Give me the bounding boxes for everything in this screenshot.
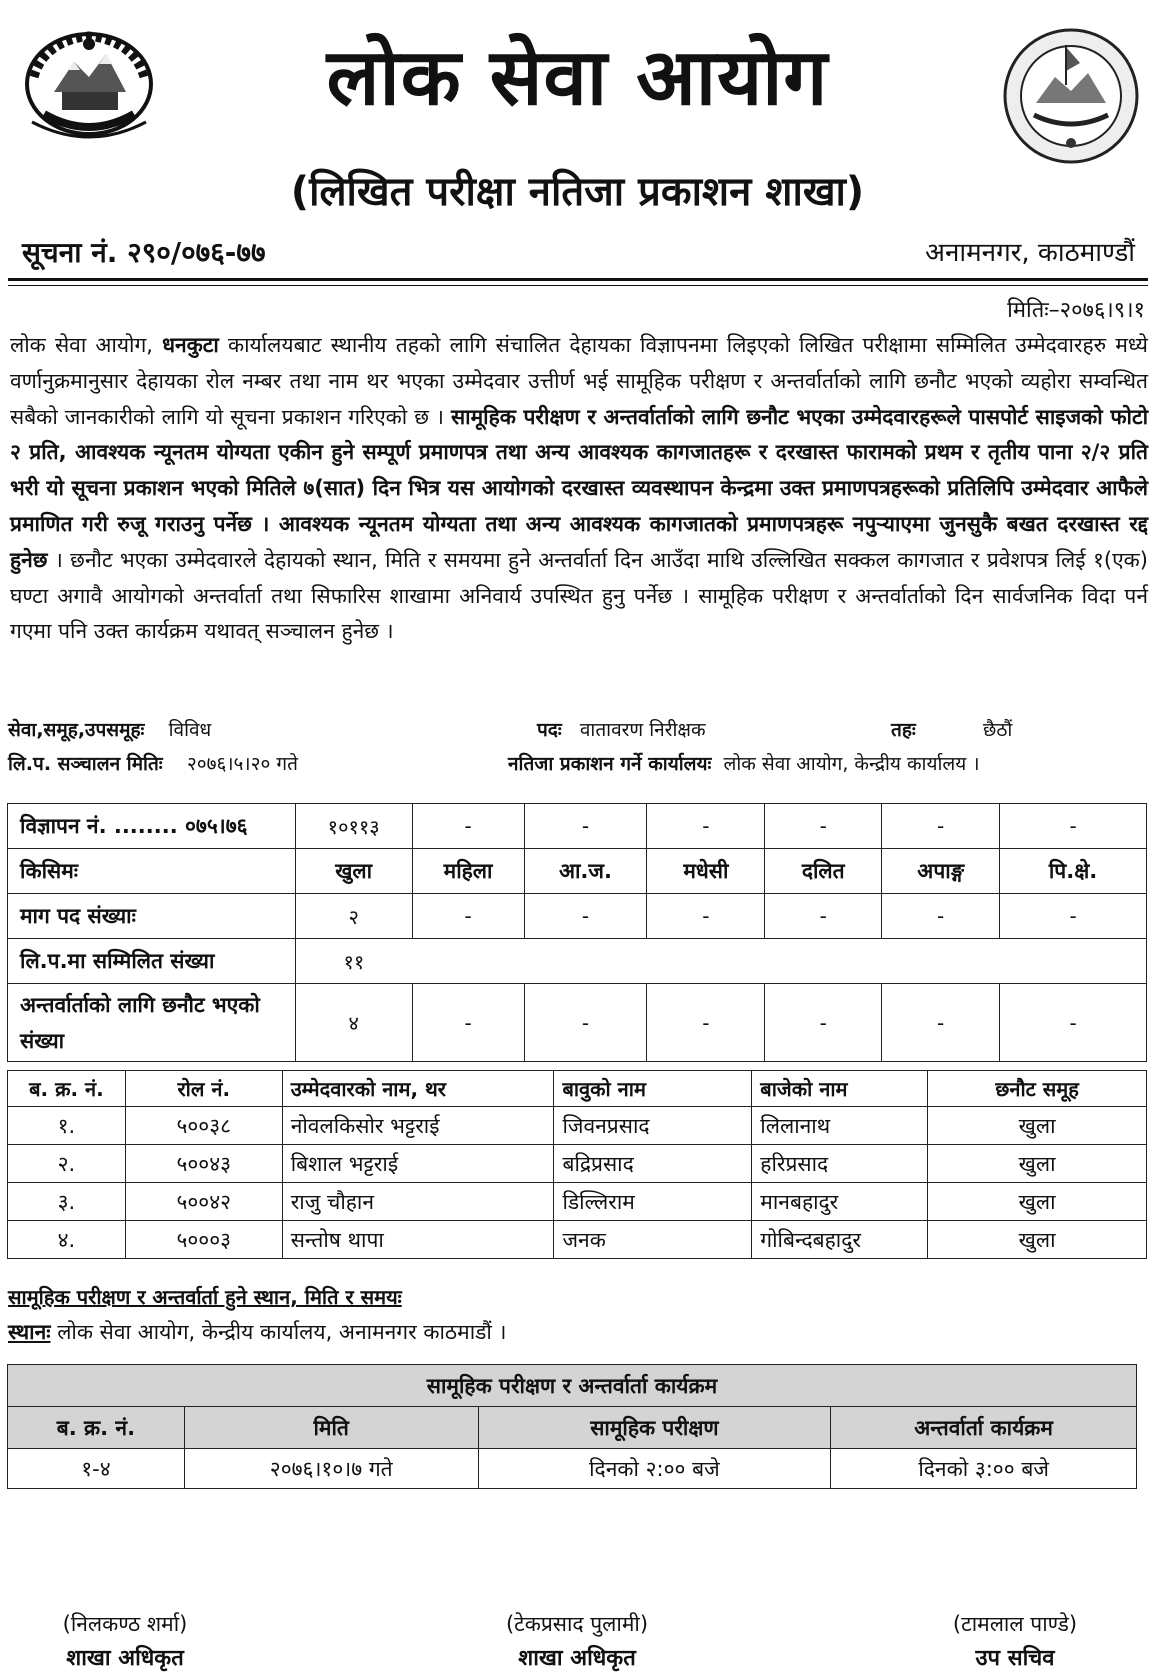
- table-cell: खुला: [295, 849, 412, 894]
- table-cell: ११: [295, 939, 412, 984]
- exam-date-value: २०७६।५।२० गते: [186, 753, 298, 775]
- table-cell: पि.क्षे.: [1000, 849, 1147, 894]
- table-cell: खुला: [928, 1107, 1147, 1145]
- table-cell: महिला: [412, 849, 524, 894]
- table-cell: -: [882, 804, 1000, 849]
- signatory-designation: शाखा अधिकृत: [66, 1646, 184, 1671]
- body-text-1: लोक सेवा आयोग,: [10, 333, 163, 357]
- table-title-row: [8, 1365, 1137, 1407]
- signatory-designation: उप सचिव: [975, 1646, 1055, 1671]
- table-cell-empty: [412, 939, 1146, 984]
- table-cell: खुला: [928, 1145, 1147, 1183]
- signatory-name: (निलकण्ठ शर्मा): [62, 1612, 188, 1636]
- table-cell: खुला: [928, 1221, 1147, 1259]
- body-office-name: धनकुटा: [162, 333, 219, 357]
- selected-candidates-table: [7, 1070, 1147, 1259]
- table-cell: ५००४३: [125, 1145, 282, 1183]
- table-cell: राजु चौहान: [282, 1183, 554, 1221]
- table-cell: बिशाल भट्टराई: [282, 1145, 554, 1183]
- table-cell: २.: [8, 1145, 126, 1183]
- table-row: [8, 1449, 1137, 1489]
- table-cell: आ.ज.: [524, 849, 647, 894]
- table-cell: अपाङ्ग: [882, 849, 1000, 894]
- table-header-row: [8, 1407, 1137, 1449]
- table-row: [8, 984, 1147, 1062]
- service-group: [8, 716, 211, 742]
- table-cell: -: [765, 804, 882, 849]
- column-header: बाजेको नाम: [752, 1071, 928, 1107]
- table-cell: मानबहादुर: [752, 1183, 928, 1221]
- table-cell: -: [1000, 894, 1147, 939]
- column-header: उम्मेदवारको नाम, थर: [282, 1071, 554, 1107]
- notice-number: सूचना नं. २९०/०७६-७७: [22, 236, 266, 269]
- table-cell: २: [295, 894, 412, 939]
- signatory-designation: शाखा अधिकृत: [518, 1646, 636, 1671]
- posts-label: माग पद संख्याः: [8, 894, 296, 939]
- table-cell: डिल्लिराम: [554, 1183, 752, 1221]
- table-cell: दलित: [765, 849, 882, 894]
- result-office-label: नतिजा प्रकाशन गर्ने कार्यालयः: [508, 753, 712, 775]
- post: [537, 716, 706, 742]
- table-row: [8, 1145, 1147, 1183]
- attended-label: लि.प.मा सम्मिलित संख्या: [8, 939, 296, 984]
- column-header: रोल नं.: [125, 1071, 282, 1107]
- exam-date: [8, 750, 298, 776]
- table-cell: ५००४२: [125, 1183, 282, 1221]
- table-cell: -: [1000, 804, 1147, 849]
- column-header: ब. क्र. नं.: [8, 1071, 126, 1107]
- table-cell: -: [524, 984, 647, 1062]
- service-value: विविध: [168, 719, 212, 741]
- table-cell: ५००३८: [125, 1107, 282, 1145]
- table-cell: -: [647, 984, 765, 1062]
- table-cell: हरिप्रसाद: [752, 1145, 928, 1183]
- signature-block: [890, 1607, 1140, 1677]
- post-label: पदः: [537, 719, 562, 741]
- venue-label: स्थानः: [8, 1320, 51, 1344]
- column-header: सामूहिक परीक्षण: [478, 1407, 831, 1449]
- column-header: छनौट समूह: [928, 1071, 1147, 1107]
- table-cell: ३.: [8, 1183, 126, 1221]
- header-divider-thin: [8, 285, 1148, 286]
- table-cell: -: [882, 894, 1000, 939]
- table-cell: ४.: [8, 1221, 126, 1259]
- table-cell: २०७६।१०।७ गते: [184, 1449, 478, 1489]
- table-cell: -: [412, 804, 524, 849]
- table-row: [8, 1183, 1147, 1221]
- adv-no-label: विज्ञापन नं. ........ ०७५।७६: [8, 804, 296, 849]
- service-label: सेवा,समूह,उपसमूहः: [8, 719, 145, 741]
- column-header: मिति: [184, 1407, 478, 1449]
- venue-value: लोक सेवा आयोग, केन्द्रीय कार्यालय, अनामनगर काठमाडौं ।: [50, 1320, 507, 1344]
- table-cell: -: [1000, 984, 1147, 1062]
- table-row: [8, 1221, 1147, 1259]
- table-row: [8, 939, 1147, 984]
- page-title: लोक सेवा आयोग: [326, 33, 829, 123]
- table-cell: -: [765, 984, 882, 1062]
- kind-label: किसिमः: [8, 849, 296, 894]
- table-cell: मधेसी: [647, 849, 765, 894]
- result-office: [508, 750, 980, 776]
- result-office-value: लोक सेवा आयोग, केन्द्रीय कार्यालय ।: [723, 753, 980, 775]
- signatory-name: (टेकप्रसाद पुलामी): [505, 1612, 649, 1636]
- exam-date-label: लि.प. सञ्चालन मितिः: [8, 753, 163, 775]
- signature-block: [452, 1607, 702, 1677]
- header-divider: [8, 278, 1148, 281]
- office-location: अनामनगर, काठमाण्डौं: [925, 238, 1135, 268]
- selected-label: अन्तर्वार्ताको लागि छनौट भएको संख्या: [8, 984, 296, 1062]
- notice-body: [10, 328, 1148, 650]
- table-cell: -: [647, 894, 765, 939]
- table-cell: ४: [295, 984, 412, 1062]
- table-cell: गोबिन्दबहादुर: [752, 1221, 928, 1259]
- table-cell: लिलानाथ: [752, 1107, 928, 1145]
- table-cell: -: [647, 804, 765, 849]
- post-value: वातावरण निरीक्षक: [579, 719, 706, 741]
- venue-heading: सामूहिक परीक्षण र अन्तर्वार्ता हुने स्थान, मिति र समयः: [8, 1285, 402, 1309]
- table-cell: खुला: [928, 1183, 1147, 1221]
- table-header-row: [8, 1071, 1147, 1107]
- table-row: [8, 894, 1147, 939]
- schedule-table: [7, 1364, 1137, 1489]
- column-header: ब. क्र. नं.: [8, 1407, 185, 1449]
- table-cell: -: [524, 804, 647, 849]
- table-row: [8, 804, 1147, 849]
- table-cell: नोवलकिसोर भट्टराई: [282, 1107, 554, 1145]
- level-value-wrap: [983, 716, 1012, 742]
- table-cell: दिनको २:०० बजे: [478, 1449, 831, 1489]
- table-cell: १-४: [8, 1449, 185, 1489]
- table-cell: जिवनप्रसाद: [554, 1107, 752, 1145]
- column-header: बावुको नाम: [554, 1071, 752, 1107]
- table-cell: ५०००३: [125, 1221, 282, 1259]
- table-cell: -: [412, 894, 524, 939]
- body-instructions: सामूहिक परीक्षण र अन्तर्वार्ताको लागि छनौट भएका उम्मेदवारहरूले पासपोर्ट साइजको फोटो २ प्रति, आवश्यक न्यूनतम योग्यता एकीन हुने सम्पूर्ण प्रमाणपत्र तथा अन्य आवश्यक कागजातहरू र दरखास्त फारामको प्रथम र तृतीय पाना २/२ प्रति भरी यो सूचना प्रकाशन भएको मितिले ७(सात) दिन भित्र यस आयोगको दरखास्त व्यवस्थापन केन्द्रमा उक्त प्रमाणपत्रहरूको प्रतिलिपि उम्मेदवार आफैले प्रमाणित गरी रुजू गराउनु पर्नेछ । आवश्यक न्यूनतम योग्यता तथा अन्य आवश्यक कागजातको प्रमाणपत्रहरू नपुर्‍याएमा जुनसुकै बखत दरखास्त रद्द हुनेछ: [10, 404, 1149, 572]
- table-cell: १.: [8, 1107, 126, 1145]
- table-row: [8, 849, 1147, 894]
- table-cell: सन्तोष थापा: [282, 1221, 554, 1259]
- table-row: [8, 1107, 1147, 1145]
- schedule-title: सामूहिक परीक्षण र अन्तर्वार्ता कार्यक्रम: [8, 1365, 1137, 1407]
- column-header: अन्तर्वार्ता कार्यक्रम: [831, 1407, 1137, 1449]
- table-cell: दिनको ३:०० बजे: [831, 1449, 1137, 1489]
- level-label: तहः: [891, 719, 916, 741]
- signatory-name: (टामलाल पाण्डे): [952, 1612, 1078, 1636]
- table-cell: -: [765, 894, 882, 939]
- table-cell: -: [882, 984, 1000, 1062]
- advertisement-summary-table: [7, 803, 1147, 1062]
- page-subtitle: (लिखित परीक्षा नतिजा प्रकाशन शाखा): [290, 169, 865, 215]
- level-value: छैठौं: [983, 719, 1013, 741]
- body-text-3: । छनौट भएका उम्मेदवारले देहायको स्थान, मिति र समयमा हुने अन्तर्वार्ता दिन आउँदा माथि उल्लिखित सक्कल कागजात र प्रवेशपत्र लिई १(एक) घण्टा अगावै आयोगको अन्तर्वार्ता तथा सिफारिस शाखामा अनिवार्य उपस्थित हुनु पर्नेछ । सामूहिक परीक्षण र अन्तर्वार्ताको दिन सार्वजनिक विदा पर्न गएमा पनि उक्त कार्यक्रम यथावत् सञ्चालन हुनेछ ।: [10, 547, 1148, 644]
- table-cell: जनक: [554, 1221, 752, 1259]
- table-cell: बद्रिप्रसाद: [554, 1145, 752, 1183]
- body-text-2: कार्यालयबाट स्थानीय तहको लागि संचालित देहायका विज्ञापनमा लिइएको लिखित परीक्षामा सम्मिलित उम्मेदवारहरु मध्ये वर्णानुक्रमानुसार देहायका रोल नम्बर तथा नाम थर भएका उम्मेदवार उत्तीर्ण भई सामूहिक परीक्षण र अन्तर्वार्ताको लागि छनौट भएको व्यहोरा सम्वन्धित सबैको जानकारीको लागि यो सूचना प्रकाशन गरिएको छ ।: [10, 333, 1148, 429]
- table-cell: -: [524, 894, 647, 939]
- level: [891, 716, 916, 742]
- notice-date: मितिः–२०७६।९।१: [1007, 298, 1145, 323]
- signature-block: [0, 1607, 250, 1677]
- venue-line: [8, 1318, 506, 1346]
- table-cell: -: [412, 984, 524, 1062]
- table-cell: १०११३: [295, 804, 412, 849]
